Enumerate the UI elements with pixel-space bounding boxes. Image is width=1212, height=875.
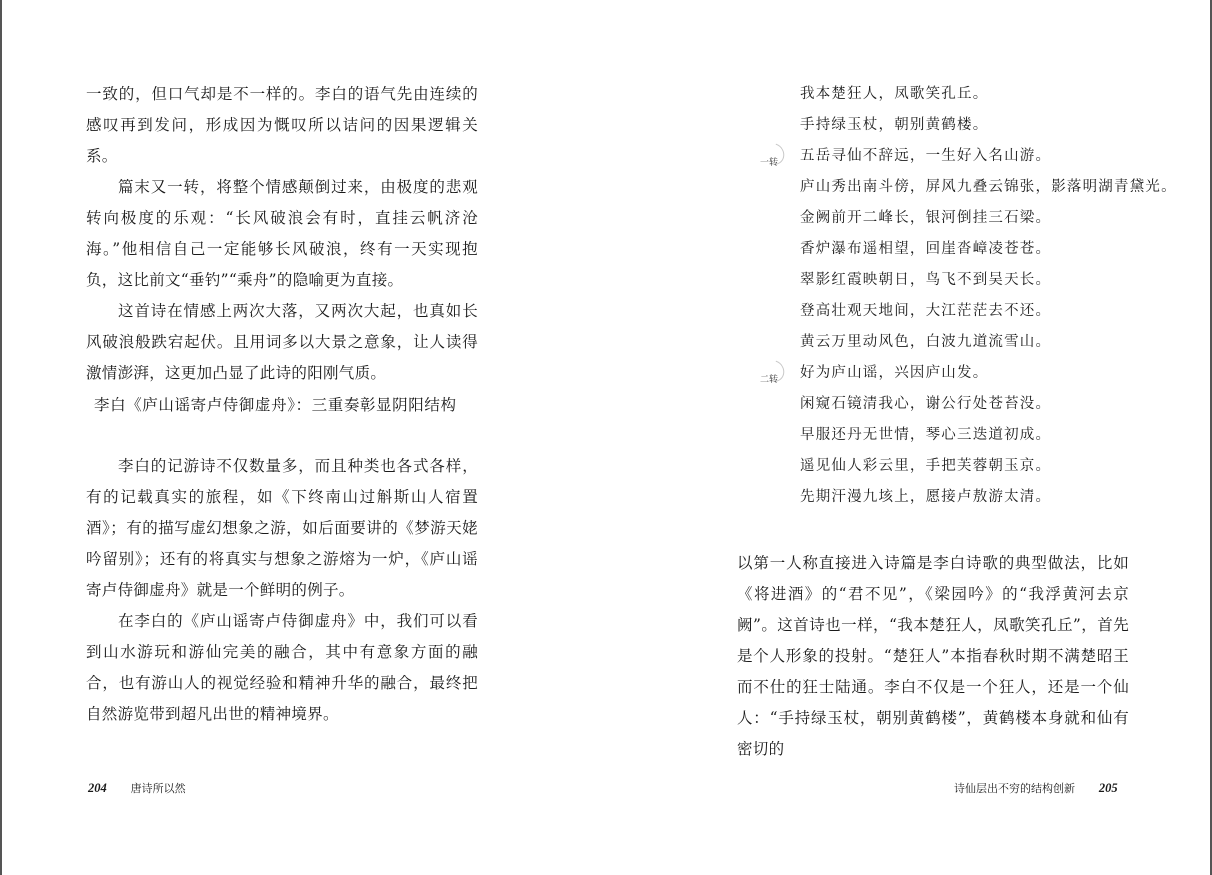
left-page-footer bbox=[88, 780, 186, 796]
left-page-body-top bbox=[86, 79, 478, 389]
paragraph: 以第一人称直接进入诗篇是李白诗歌的典型做法，比如《将进酒》的“君不见”，《梁园吟》的“我浮黄河去京阙”。这首诗也一样，“我本楚狂人，凤歌笑孔丘”，首先是个人形象的投射。“楚狂人”本指春秋时期不满楚昭王而不仕的狂士陆通。李白不仅是一个狂人，还是一个仙人：“手持绿玉杖，朝别黄鹤楼”，黄鹤楼本身就和仙有密切的 bbox=[737, 554, 1129, 758]
paragraph: 在李白的《庐山谣寄卢侍御虚舟》中，我们可以看到山水游玩和游仙完美的融合，其中有意象方面的融合，也有游山人的视觉经验和精神升华的融合，最终把自然游览带到超凡出世的精神境界。 bbox=[86, 612, 478, 723]
running-title: 诗仙层出不穷的结构创新 bbox=[954, 782, 1075, 795]
turn-marker-first: 一转 bbox=[760, 146, 788, 166]
poem-line: 翠影红霞映朝日，鸟飞不到吴天长。 bbox=[800, 272, 1052, 288]
section-heading: 李白《庐山谣寄卢侍御虚舟》：三重奏彰显阴阳结构 bbox=[94, 396, 457, 414]
paragraph: 这首诗在情感上两次大落，又两次大起，也真如长风破浪般跌宕起伏。且用词多以大景之意象，让人读得激情澎湃，这更加凸显了此诗的阳刚气质。 bbox=[86, 302, 478, 382]
paragraph: 一致的，但口气却是不一样的。李白的语气先由连续的感叹再到发问，形成因为慨叹所以诘问的因果逻辑关系。 bbox=[86, 85, 478, 165]
poem-line: 香炉瀑布遥相望，回崖沓嶂凌苍苍。 bbox=[800, 241, 1052, 257]
poem-line: 早服还丹无世情，琴心三迭道初成。 bbox=[800, 427, 1052, 443]
poem-line: 黄云万里动风色，白波九道流雪山。 bbox=[800, 334, 1052, 350]
paragraph: 李白的记游诗不仅数量多，而且种类也各式各样，有的记载真实的旅程，如《下终南山过斛斯山人宿置酒》；有的描写虚幻想象之游，如后面要讲的《梦游天姥吟留别》；还有的将真实与想象之游熔为一炉，《庐山谣寄卢侍御虚舟》就是一个鲜明的例子。 bbox=[86, 457, 478, 599]
poem-line-with-marker bbox=[760, 358, 1160, 389]
page-number: 205 bbox=[1098, 781, 1118, 795]
right-page-body bbox=[737, 548, 1129, 765]
poem-line: 我本楚狂人，凤歌笑孔丘。 bbox=[800, 86, 989, 102]
turn-marker-second: 二转 bbox=[760, 363, 788, 383]
poem-block bbox=[760, 79, 1177, 513]
paragraph: 篇末又一转，将整个情感颠倒过来，由极度的悲观转向极度的乐观：“长风破浪会有时，直挂云帆济沧海。”他相信自己一定能够长风破浪，终有一天实现抱负，这比前文“垂钓”“乘舟”的隐喻更为直接。 bbox=[86, 178, 478, 289]
poem-line-with-marker bbox=[760, 141, 1160, 172]
poem-line: 金阙前开二峰长，银河倒挂三石梁。 bbox=[800, 210, 1052, 226]
running-title: 唐诗所以然 bbox=[130, 782, 186, 795]
poem-line-text: 五岳寻仙不辞远，一生好入名山游。 bbox=[800, 148, 1052, 164]
poem-line: 遥见仙人彩云里，手把芙蓉朝玉京。 bbox=[800, 458, 1052, 474]
poem-line: 庐山秀出南斗傍，屏风九叠云锦张，影落明湖青黛光。 bbox=[800, 179, 1177, 195]
right-page-footer bbox=[954, 780, 1129, 796]
poem-line: 手持绿玉杖，朝别黄鹤楼。 bbox=[800, 117, 989, 133]
page-number: 204 bbox=[88, 781, 107, 795]
poem-line: 先期汗漫九垓上，愿接卢敖游太清。 bbox=[800, 489, 1052, 505]
left-page-body-bottom bbox=[86, 451, 478, 730]
poem-line-text: 好为庐山谣，兴因庐山发。 bbox=[800, 365, 989, 381]
poem-line: 登高壮观天地间，大江茫茫去不还。 bbox=[800, 303, 1052, 319]
poem-line: 闲窥石镜清我心，谢公行处苍苔没。 bbox=[800, 396, 1052, 412]
